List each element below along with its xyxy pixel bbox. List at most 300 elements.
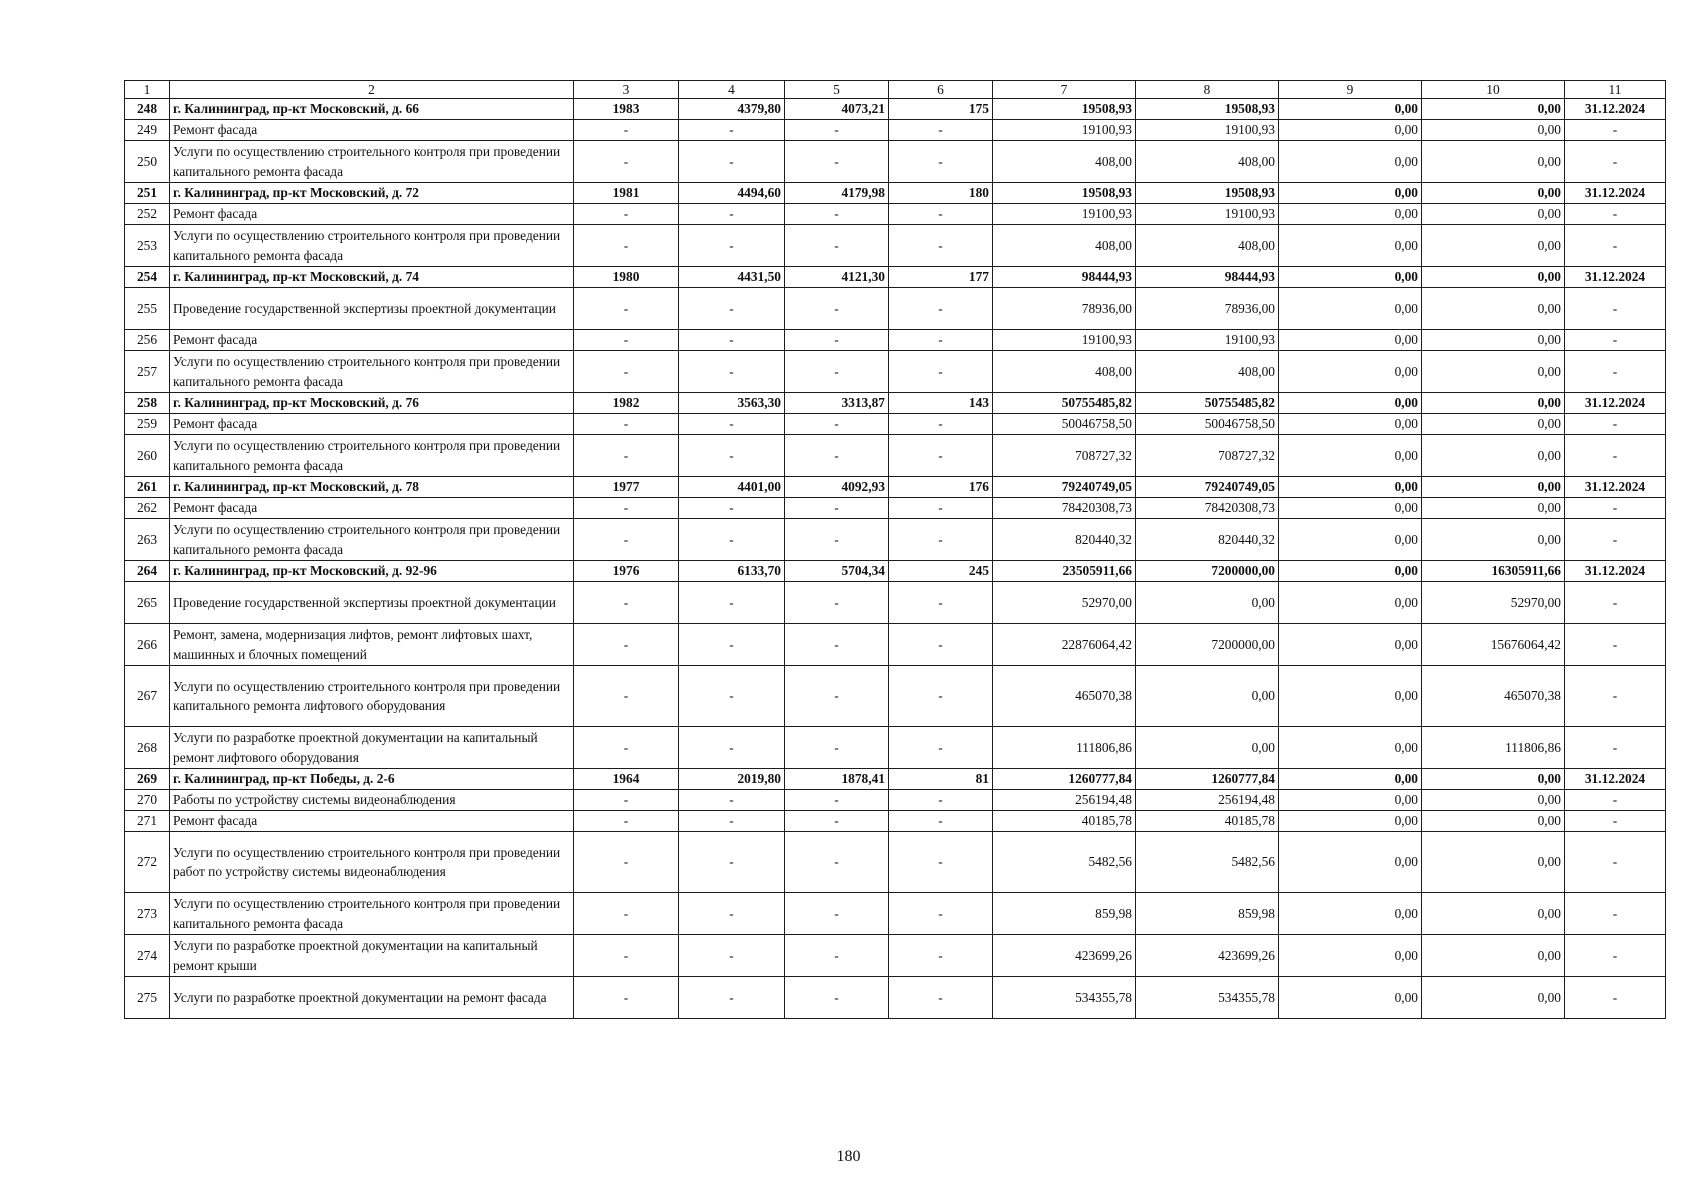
row-number-cell: 269 — [125, 769, 170, 790]
cost-total-cell: 79240749,05 — [993, 477, 1136, 498]
total-area-cell: - — [679, 120, 785, 141]
cost-fund-cell: 19100,93 — [1136, 330, 1279, 351]
total-area-cell: - — [679, 351, 785, 393]
cost-budget-cell: 0,00 — [1279, 267, 1422, 288]
year-cell: - — [574, 414, 679, 435]
column-number-row — [125, 81, 1666, 99]
living-area-cell: 4121,30 — [785, 267, 889, 288]
cost-other-cell: 0,00 — [1422, 330, 1565, 351]
year-cell: - — [574, 330, 679, 351]
cost-total-cell: 22876064,42 — [993, 624, 1136, 666]
living-area-cell: 1878,41 — [785, 769, 889, 790]
address-row — [125, 769, 1666, 790]
deadline-cell: - — [1565, 519, 1666, 561]
row-number-cell: 270 — [125, 790, 170, 811]
cost-budget-cell: 0,00 — [1279, 435, 1422, 477]
year-cell: 1976 — [574, 561, 679, 582]
total-area-cell: 4494,60 — [679, 183, 785, 204]
row-number-cell: 257 — [125, 351, 170, 393]
cost-other-cell: 0,00 — [1422, 832, 1565, 893]
residents-cell: - — [889, 120, 993, 141]
deadline-cell: - — [1565, 893, 1666, 935]
total-area-cell: - — [679, 414, 785, 435]
cost-fund-cell: 50046758,50 — [1136, 414, 1279, 435]
page-number: 180 — [836, 1148, 861, 1165]
living-area-cell: - — [785, 624, 889, 666]
cost-fund-cell: 19100,93 — [1136, 120, 1279, 141]
living-area-cell: 5704,34 — [785, 561, 889, 582]
living-area-cell: - — [785, 935, 889, 977]
cost-fund-cell: 19508,93 — [1136, 99, 1279, 120]
row-number-cell: 250 — [125, 141, 170, 183]
column-number-cell: 6 — [889, 81, 993, 99]
living-area-cell: 4092,93 — [785, 477, 889, 498]
cost-other-cell: 465070,38 — [1422, 666, 1565, 727]
work-item-row — [125, 582, 1666, 624]
work-name-cell: г. Калининград, пр-кт Победы, д. 2-6 — [170, 769, 574, 790]
row-number-cell: 259 — [125, 414, 170, 435]
deadline-cell: - — [1565, 120, 1666, 141]
cost-other-cell: 111806,86 — [1422, 727, 1565, 769]
total-area-cell: - — [679, 204, 785, 225]
work-name-cell: Работы по устройству системы видеонаблюдения — [170, 790, 574, 811]
cost-fund-cell: 79240749,05 — [1136, 477, 1279, 498]
work-item-row — [125, 624, 1666, 666]
work-item-row — [125, 832, 1666, 893]
cost-total-cell: 52970,00 — [993, 582, 1136, 624]
total-area-cell: - — [679, 624, 785, 666]
row-number-cell: 248 — [125, 99, 170, 120]
cost-total-cell: 78936,00 — [993, 288, 1136, 330]
cost-other-cell: 0,00 — [1422, 267, 1565, 288]
residents-cell: - — [889, 204, 993, 225]
cost-fund-cell: 78420308,73 — [1136, 498, 1279, 519]
row-number-cell: 261 — [125, 477, 170, 498]
work-name-cell: Услуги по осуществлению строительного контроля при проведении капитального ремонта фасада — [170, 351, 574, 393]
residents-cell: 176 — [889, 477, 993, 498]
deadline-cell: 31.12.2024 — [1565, 477, 1666, 498]
work-item-row — [125, 935, 1666, 977]
year-cell: - — [574, 790, 679, 811]
deadline-cell: 31.12.2024 — [1565, 183, 1666, 204]
year-cell: - — [574, 120, 679, 141]
row-number-cell: 252 — [125, 204, 170, 225]
cost-fund-cell: 7200000,00 — [1136, 624, 1279, 666]
cost-budget-cell: 0,00 — [1279, 893, 1422, 935]
work-item-row — [125, 811, 1666, 832]
cost-other-cell: 0,00 — [1422, 141, 1565, 183]
cost-budget-cell: 0,00 — [1279, 727, 1422, 769]
cost-budget-cell: 0,00 — [1279, 183, 1422, 204]
total-area-cell: 4401,00 — [679, 477, 785, 498]
cost-budget-cell: 0,00 — [1279, 561, 1422, 582]
work-item-row — [125, 141, 1666, 183]
total-area-cell: - — [679, 977, 785, 1019]
cost-budget-cell: 0,00 — [1279, 141, 1422, 183]
work-name-cell: Проведение государственной экспертизы проектной документации — [170, 288, 574, 330]
cost-other-cell: 0,00 — [1422, 183, 1565, 204]
column-number-cell: 10 — [1422, 81, 1565, 99]
total-area-cell: 4431,50 — [679, 267, 785, 288]
work-name-cell: Проведение государственной экспертизы проектной документации — [170, 582, 574, 624]
cost-total-cell: 408,00 — [993, 225, 1136, 267]
row-number-cell: 267 — [125, 666, 170, 727]
cost-budget-cell: 0,00 — [1279, 666, 1422, 727]
cost-total-cell: 50755485,82 — [993, 393, 1136, 414]
year-cell: - — [574, 935, 679, 977]
address-row — [125, 183, 1666, 204]
cost-total-cell: 111806,86 — [993, 727, 1136, 769]
cost-other-cell: 52970,00 — [1422, 582, 1565, 624]
living-area-cell: - — [785, 790, 889, 811]
year-cell: - — [574, 141, 679, 183]
row-number-cell: 266 — [125, 624, 170, 666]
work-name-cell: Услуги по разработке проектной документации на ремонт фасада — [170, 977, 574, 1019]
deadline-cell: 31.12.2024 — [1565, 99, 1666, 120]
work-name-cell: Услуги по разработке проектной документации на капитальный ремонт крыши — [170, 935, 574, 977]
residents-cell: - — [889, 727, 993, 769]
living-area-cell: - — [785, 435, 889, 477]
cost-other-cell: 0,00 — [1422, 204, 1565, 225]
column-number-cell: 4 — [679, 81, 785, 99]
residents-cell: 175 — [889, 99, 993, 120]
cost-budget-cell: 0,00 — [1279, 414, 1422, 435]
address-row — [125, 267, 1666, 288]
work-item-row — [125, 519, 1666, 561]
total-area-cell: - — [679, 893, 785, 935]
residents-cell: - — [889, 498, 993, 519]
living-area-cell: - — [785, 414, 889, 435]
cost-total-cell: 859,98 — [993, 893, 1136, 935]
cost-other-cell: 0,00 — [1422, 288, 1565, 330]
living-area-cell: - — [785, 666, 889, 727]
living-area-cell: - — [785, 519, 889, 561]
work-name-cell: Услуги по осуществлению строительного контроля при проведении капитального ремонта фасада — [170, 225, 574, 267]
deadline-cell: - — [1565, 935, 1666, 977]
cost-total-cell: 40185,78 — [993, 811, 1136, 832]
deadline-cell: - — [1565, 811, 1666, 832]
work-item-row — [125, 727, 1666, 769]
year-cell: - — [574, 832, 679, 893]
work-item-row — [125, 288, 1666, 330]
cost-budget-cell: 0,00 — [1279, 790, 1422, 811]
column-number-cell: 11 — [1565, 81, 1666, 99]
row-number-cell: 273 — [125, 893, 170, 935]
year-cell: - — [574, 977, 679, 1019]
column-number-cell: 5 — [785, 81, 889, 99]
deadline-cell: - — [1565, 832, 1666, 893]
cost-budget-cell: 0,00 — [1279, 99, 1422, 120]
cost-budget-cell: 0,00 — [1279, 935, 1422, 977]
row-number-cell: 272 — [125, 832, 170, 893]
cost-other-cell: 0,00 — [1422, 769, 1565, 790]
cost-budget-cell: 0,00 — [1279, 769, 1422, 790]
cost-other-cell: 0,00 — [1422, 435, 1565, 477]
cost-total-cell: 5482,56 — [993, 832, 1136, 893]
living-area-cell: - — [785, 582, 889, 624]
work-item-row — [125, 330, 1666, 351]
cost-total-cell: 50046758,50 — [993, 414, 1136, 435]
column-number-cell: 9 — [1279, 81, 1422, 99]
column-number-cell: 1 — [125, 81, 170, 99]
deadline-cell: - — [1565, 498, 1666, 519]
cost-fund-cell: 534355,78 — [1136, 977, 1279, 1019]
work-name-cell: Услуги по разработке проектной документации на капитальный ремонт лифтового оборудования — [170, 727, 574, 769]
deadline-cell: - — [1565, 727, 1666, 769]
row-number-cell: 249 — [125, 120, 170, 141]
cost-other-cell: 0,00 — [1422, 811, 1565, 832]
total-area-cell: - — [679, 519, 785, 561]
work-item-row — [125, 204, 1666, 225]
year-cell: - — [574, 225, 679, 267]
total-area-cell: - — [679, 935, 785, 977]
cost-fund-cell: 19508,93 — [1136, 183, 1279, 204]
residents-cell: 177 — [889, 267, 993, 288]
cost-other-cell: 15676064,42 — [1422, 624, 1565, 666]
cost-budget-cell: 0,00 — [1279, 351, 1422, 393]
cost-total-cell: 98444,93 — [993, 267, 1136, 288]
cost-budget-cell: 0,00 — [1279, 288, 1422, 330]
cost-other-cell: 0,00 — [1422, 477, 1565, 498]
residents-cell: - — [889, 351, 993, 393]
deadline-cell: - — [1565, 414, 1666, 435]
living-area-cell: 4179,98 — [785, 183, 889, 204]
work-name-cell: Услуги по осуществлению строительного контроля при проведении капитального ремонта фасада — [170, 141, 574, 183]
cost-other-cell: 16305911,66 — [1422, 561, 1565, 582]
year-cell: - — [574, 893, 679, 935]
residents-cell: - — [889, 790, 993, 811]
column-number-cell: 7 — [993, 81, 1136, 99]
work-item-row — [125, 893, 1666, 935]
row-number-cell: 263 — [125, 519, 170, 561]
residents-cell: - — [889, 935, 993, 977]
work-item-row — [125, 120, 1666, 141]
work-name-cell: г. Калининград, пр-кт Московский, д. 78 — [170, 477, 574, 498]
residents-cell: - — [889, 624, 993, 666]
year-cell: - — [574, 519, 679, 561]
cost-fund-cell: 40185,78 — [1136, 811, 1279, 832]
residents-cell: - — [889, 893, 993, 935]
total-area-cell: - — [679, 498, 785, 519]
row-number-cell: 265 — [125, 582, 170, 624]
year-cell: 1982 — [574, 393, 679, 414]
cost-fund-cell: 0,00 — [1136, 582, 1279, 624]
work-item-row — [125, 435, 1666, 477]
row-number-cell: 255 — [125, 288, 170, 330]
cost-total-cell: 408,00 — [993, 141, 1136, 183]
register-rows — [125, 99, 1666, 1019]
cost-fund-cell: 1260777,84 — [1136, 769, 1279, 790]
work-name-cell: Услуги по осуществлению строительного контроля при проведении капитального ремонта фасада — [170, 519, 574, 561]
year-cell: - — [574, 435, 679, 477]
cost-total-cell: 23505911,66 — [993, 561, 1136, 582]
work-name-cell: Ремонт фасада — [170, 414, 574, 435]
living-area-cell: - — [785, 832, 889, 893]
cost-total-cell: 465070,38 — [993, 666, 1136, 727]
year-cell: - — [574, 288, 679, 330]
residents-cell: - — [889, 832, 993, 893]
work-name-cell: Ремонт фасада — [170, 120, 574, 141]
cost-total-cell: 534355,78 — [993, 977, 1136, 1019]
cost-total-cell: 78420308,73 — [993, 498, 1136, 519]
cost-budget-cell: 0,00 — [1279, 977, 1422, 1019]
work-item-row — [125, 225, 1666, 267]
residents-cell: - — [889, 288, 993, 330]
cost-other-cell: 0,00 — [1422, 225, 1565, 267]
work-item-row — [125, 790, 1666, 811]
row-number-cell: 275 — [125, 977, 170, 1019]
cost-fund-cell: 708727,32 — [1136, 435, 1279, 477]
year-cell: - — [574, 666, 679, 727]
cost-budget-cell: 0,00 — [1279, 120, 1422, 141]
living-area-cell: - — [785, 225, 889, 267]
total-area-cell: 3563,30 — [679, 393, 785, 414]
work-name-cell: Услуги по осуществлению строительного контроля при проведении капитального ремонта лифтового оборудования — [170, 666, 574, 727]
cost-budget-cell: 0,00 — [1279, 811, 1422, 832]
work-name-cell: г. Калининград, пр-кт Московский, д. 92-96 — [170, 561, 574, 582]
total-area-cell: - — [679, 832, 785, 893]
total-area-cell: 6133,70 — [679, 561, 785, 582]
residents-cell: 180 — [889, 183, 993, 204]
cost-budget-cell: 0,00 — [1279, 832, 1422, 893]
cost-budget-cell: 0,00 — [1279, 393, 1422, 414]
total-area-cell: - — [679, 435, 785, 477]
year-cell: 1983 — [574, 99, 679, 120]
year-cell: 1980 — [574, 267, 679, 288]
deadline-cell: 31.12.2024 — [1565, 393, 1666, 414]
cost-budget-cell: 0,00 — [1279, 624, 1422, 666]
work-name-cell: Услуги по осуществлению строительного контроля при проведении капитального ремонта фасада — [170, 893, 574, 935]
deadline-cell: - — [1565, 141, 1666, 183]
residents-cell: 245 — [889, 561, 993, 582]
work-name-cell: Ремонт фасада — [170, 204, 574, 225]
work-name-cell: Ремонт, замена, модернизация лифтов, ремонт лифтовых шахт, машинных и блочных помещений — [170, 624, 574, 666]
living-area-cell: - — [785, 141, 889, 183]
cost-budget-cell: 0,00 — [1279, 204, 1422, 225]
row-number-cell: 256 — [125, 330, 170, 351]
cost-fund-cell: 256194,48 — [1136, 790, 1279, 811]
living-area-cell: 3313,87 — [785, 393, 889, 414]
cost-budget-cell: 0,00 — [1279, 477, 1422, 498]
work-name-cell: Ремонт фасада — [170, 498, 574, 519]
year-cell: 1981 — [574, 183, 679, 204]
total-area-cell: 4379,80 — [679, 99, 785, 120]
row-number-cell: 253 — [125, 225, 170, 267]
living-area-cell: - — [785, 351, 889, 393]
work-name-cell: г. Калининград, пр-кт Московский, д. 66 — [170, 99, 574, 120]
deadline-cell: - — [1565, 351, 1666, 393]
residents-cell: - — [889, 811, 993, 832]
cost-fund-cell: 50755485,82 — [1136, 393, 1279, 414]
work-name-cell: Ремонт фасада — [170, 811, 574, 832]
residents-cell: - — [889, 582, 993, 624]
year-cell: 1964 — [574, 769, 679, 790]
cost-fund-cell: 98444,93 — [1136, 267, 1279, 288]
residents-cell: 81 — [889, 769, 993, 790]
residents-cell: 143 — [889, 393, 993, 414]
column-number-cell: 2 — [170, 81, 574, 99]
residents-cell: - — [889, 330, 993, 351]
cost-fund-cell: 19100,93 — [1136, 204, 1279, 225]
deadline-cell: - — [1565, 666, 1666, 727]
cost-other-cell: 0,00 — [1422, 120, 1565, 141]
row-number-cell: 254 — [125, 267, 170, 288]
cost-fund-cell: 78936,00 — [1136, 288, 1279, 330]
living-area-cell: - — [785, 120, 889, 141]
residents-cell: - — [889, 666, 993, 727]
work-name-cell: г. Калининград, пр-кт Московский, д. 76 — [170, 393, 574, 414]
address-row — [125, 477, 1666, 498]
deadline-cell: 31.12.2024 — [1565, 267, 1666, 288]
cost-other-cell: 0,00 — [1422, 393, 1565, 414]
residents-cell: - — [889, 225, 993, 267]
cost-other-cell: 0,00 — [1422, 351, 1565, 393]
total-area-cell: - — [679, 225, 785, 267]
cost-other-cell: 0,00 — [1422, 414, 1565, 435]
work-item-row — [125, 414, 1666, 435]
deadline-cell: - — [1565, 204, 1666, 225]
year-cell: - — [574, 727, 679, 769]
cost-budget-cell: 0,00 — [1279, 330, 1422, 351]
address-row — [125, 99, 1666, 120]
year-cell: - — [574, 498, 679, 519]
year-cell: - — [574, 582, 679, 624]
residents-cell: - — [889, 141, 993, 183]
deadline-cell: - — [1565, 582, 1666, 624]
row-number-cell: 271 — [125, 811, 170, 832]
column-number-cell: 8 — [1136, 81, 1279, 99]
work-name-cell: Ремонт фасада — [170, 330, 574, 351]
cost-fund-cell: 423699,26 — [1136, 935, 1279, 977]
deadline-cell: - — [1565, 790, 1666, 811]
cost-total-cell: 19100,93 — [993, 204, 1136, 225]
residents-cell: - — [889, 519, 993, 561]
total-area-cell: - — [679, 582, 785, 624]
residents-cell: - — [889, 435, 993, 477]
register-sheet — [124, 80, 1655, 1019]
deadline-cell: 31.12.2024 — [1565, 561, 1666, 582]
work-item-row — [125, 498, 1666, 519]
cost-other-cell: 0,00 — [1422, 935, 1565, 977]
row-number-cell: 268 — [125, 727, 170, 769]
work-name-cell: Услуги по осуществлению строительного контроля при проведении работ по устройству системы видеонаблюдения — [170, 832, 574, 893]
works-register-table — [124, 80, 1666, 1019]
cost-total-cell: 256194,48 — [993, 790, 1136, 811]
work-name-cell: г. Калининград, пр-кт Московский, д. 72 — [170, 183, 574, 204]
living-area-cell: - — [785, 811, 889, 832]
address-row — [125, 393, 1666, 414]
row-number-cell: 260 — [125, 435, 170, 477]
living-area-cell: - — [785, 204, 889, 225]
cost-total-cell: 19100,93 — [993, 120, 1136, 141]
cost-total-cell: 820440,32 — [993, 519, 1136, 561]
total-area-cell: - — [679, 141, 785, 183]
deadline-cell: - — [1565, 435, 1666, 477]
cost-fund-cell: 408,00 — [1136, 351, 1279, 393]
cost-budget-cell: 0,00 — [1279, 498, 1422, 519]
cost-budget-cell: 0,00 — [1279, 582, 1422, 624]
living-area-cell: - — [785, 893, 889, 935]
cost-fund-cell: 0,00 — [1136, 727, 1279, 769]
cost-budget-cell: 0,00 — [1279, 519, 1422, 561]
cost-total-cell: 19508,93 — [993, 99, 1136, 120]
total-area-cell: - — [679, 790, 785, 811]
cost-other-cell: 0,00 — [1422, 498, 1565, 519]
row-number-cell: 264 — [125, 561, 170, 582]
row-number-cell: 251 — [125, 183, 170, 204]
cost-fund-cell: 0,00 — [1136, 666, 1279, 727]
living-area-cell: - — [785, 977, 889, 1019]
